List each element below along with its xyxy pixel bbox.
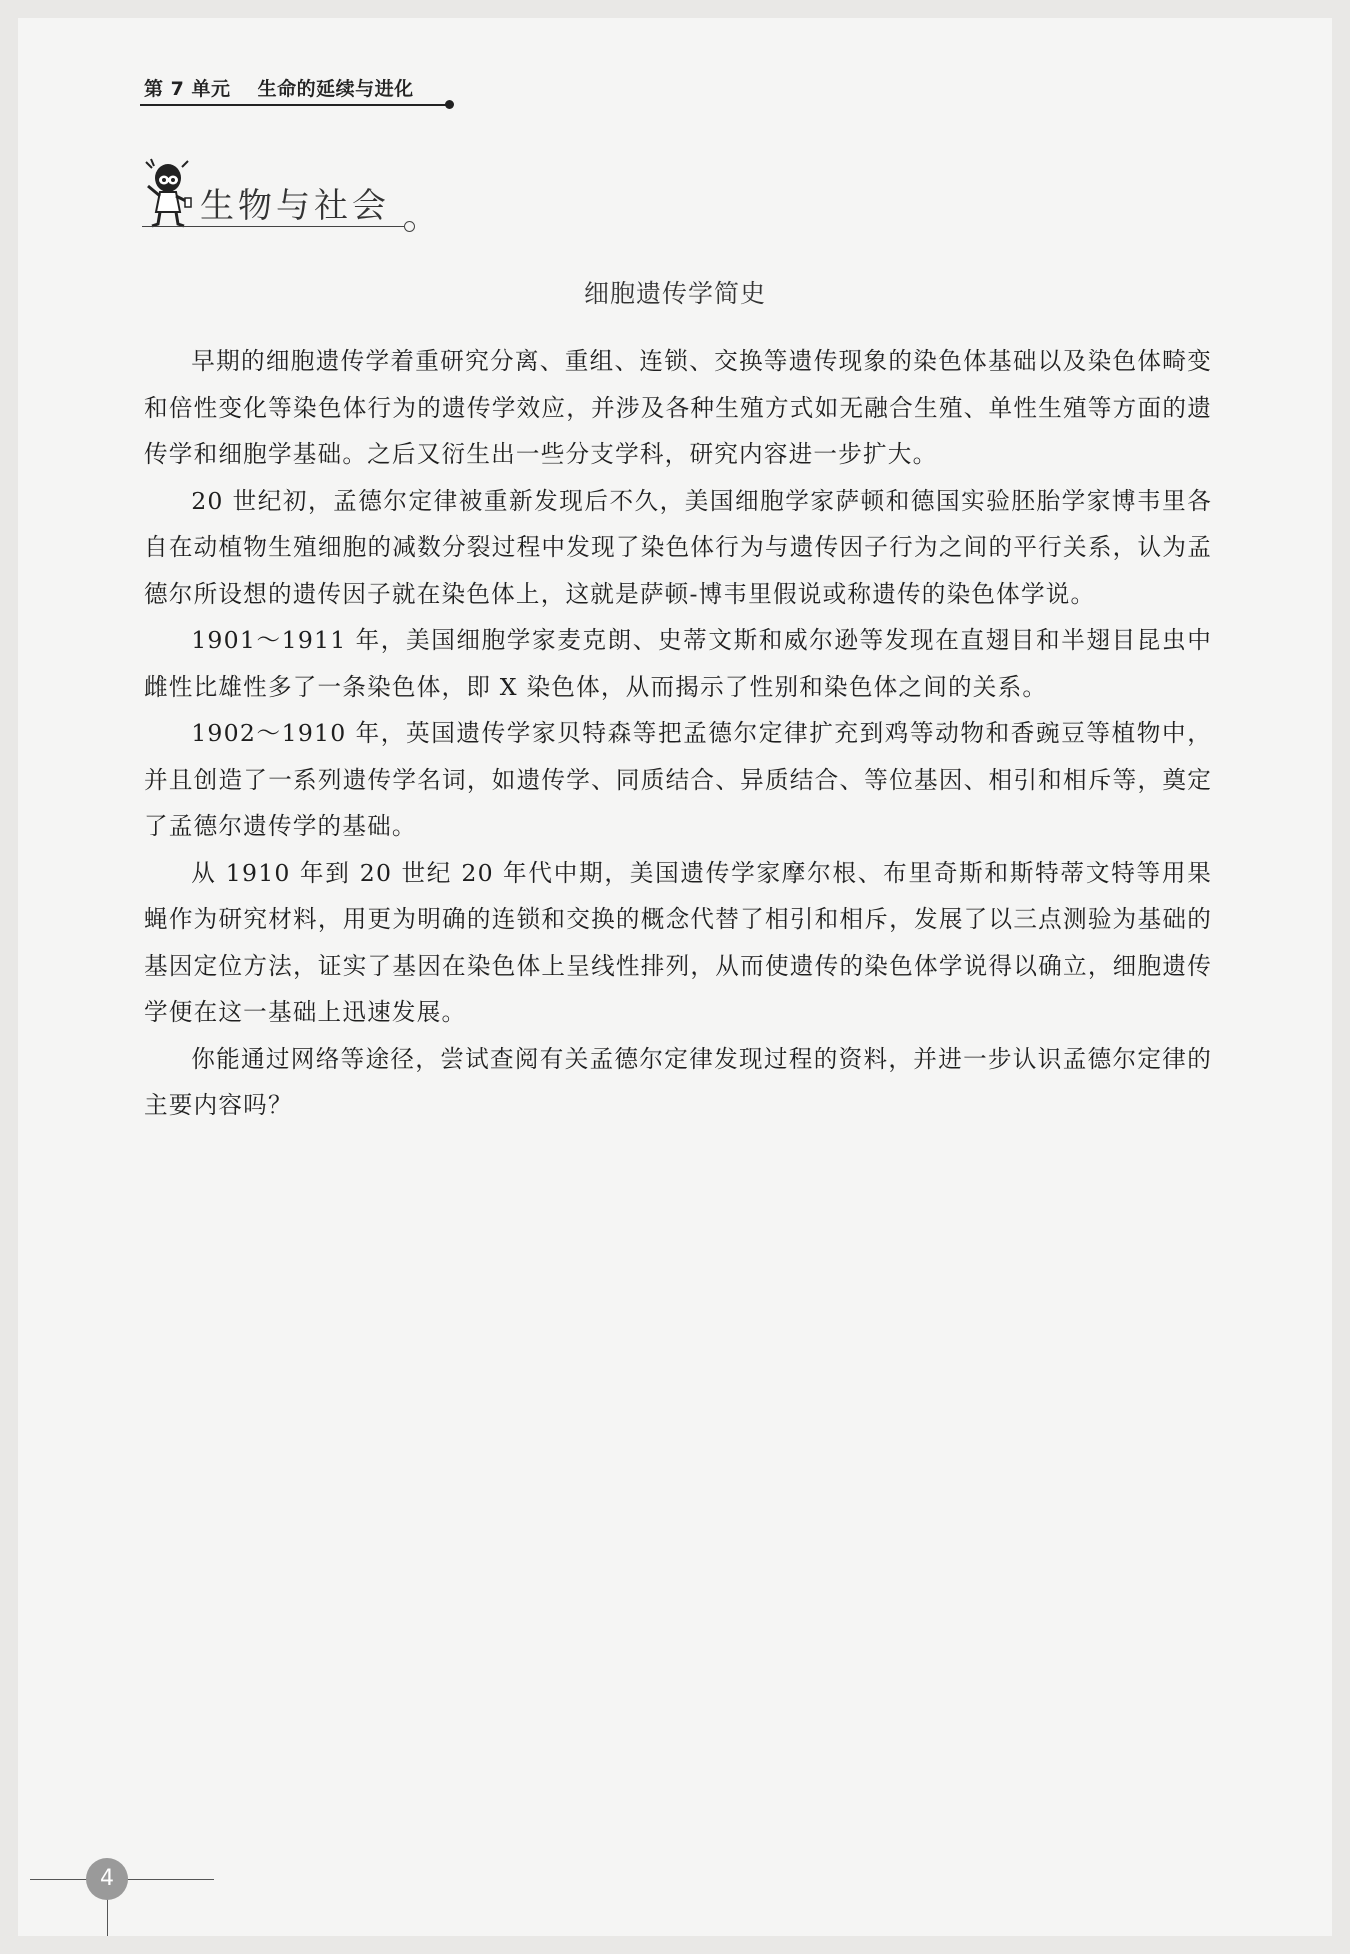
section-rule: [142, 226, 404, 227]
header-dot: [445, 100, 454, 109]
header-rule: [140, 104, 450, 106]
article-body: [144, 338, 1212, 1129]
paragraph: 1902～1910 年，英国遗传学家贝特森等把孟德尔定律扩充到鸡等动物和香豌豆等植物中，并且创造了一系列遗传学名词，如遗传学、同质结合、异质结合、等位基因、相引和相斥等，奠定了孟德尔遗传学的基础。: [144, 719, 1212, 840]
paragraph: 20 世纪初，孟德尔定律被重新发现后不久，美国细胞学家萨顿和德国实验胚胎学家博韦里各自在动植物生殖细胞的减数分裂过程中发现了染色体行为与遗传因子行为之间的平行关系，认为孟德尔所设想的遗传因子就在染色体上，这就是萨顿-博韦里假说或称遗传的染色体学说。: [144, 486, 1212, 608]
unit-label: 第 7 单元: [144, 78, 231, 100]
section-heading: [138, 158, 418, 230]
scientist-mascot-icon: [138, 158, 198, 230]
section-title: 生物与社会: [200, 186, 390, 226]
page-number: 4: [86, 1858, 128, 1900]
paragraph: 你能通过网络等途径，尝试查阅有关孟德尔定律发现过程的资料，并进一步认识孟德尔定律的主要内容吗？: [144, 1044, 1212, 1119]
article-title: 细胞遗传学简史: [583, 279, 766, 308]
paragraph: 早期的细胞遗传学着重研究分离、重组、连锁、交换等遗传现象的染色体基础以及染色体畸变和倍性变化等染色体行为的遗传学效应，并涉及各种生殖方式如无融合生殖、单性生殖等方面的遗传学和细胞学基础。之后又衍生出一些分支学科，研究内容进一步扩大。: [144, 347, 1212, 468]
unit-title: 生命的延续与进化: [257, 78, 414, 100]
section-ring: [404, 221, 415, 232]
paragraph: 从 1910 年到 20 世纪 20 年代中期，美国遗传学家摩尔根、布里奇斯和斯特蒂文特等用果蝇作为研究材料，用更为明确的连锁和交换的概念代替了相引和相斥，发展了以三点测验为基础的基因定位方法，证实了基因在染色体上呈线性排列，从而使遗传的染色体学说得以确立，细胞遗传学便在这一基础上迅速发展。: [144, 858, 1212, 1026]
running-header: [144, 74, 414, 101]
paragraph: 1901～1911 年，美国细胞学家麦克朗、史蒂文斯和威尔逊等发现在直翅目和半翅目昆虫中雌性比雄性多了一条染色体，即 X 染色体，从而揭示了性别和染色体之间的关系。: [144, 626, 1212, 701]
